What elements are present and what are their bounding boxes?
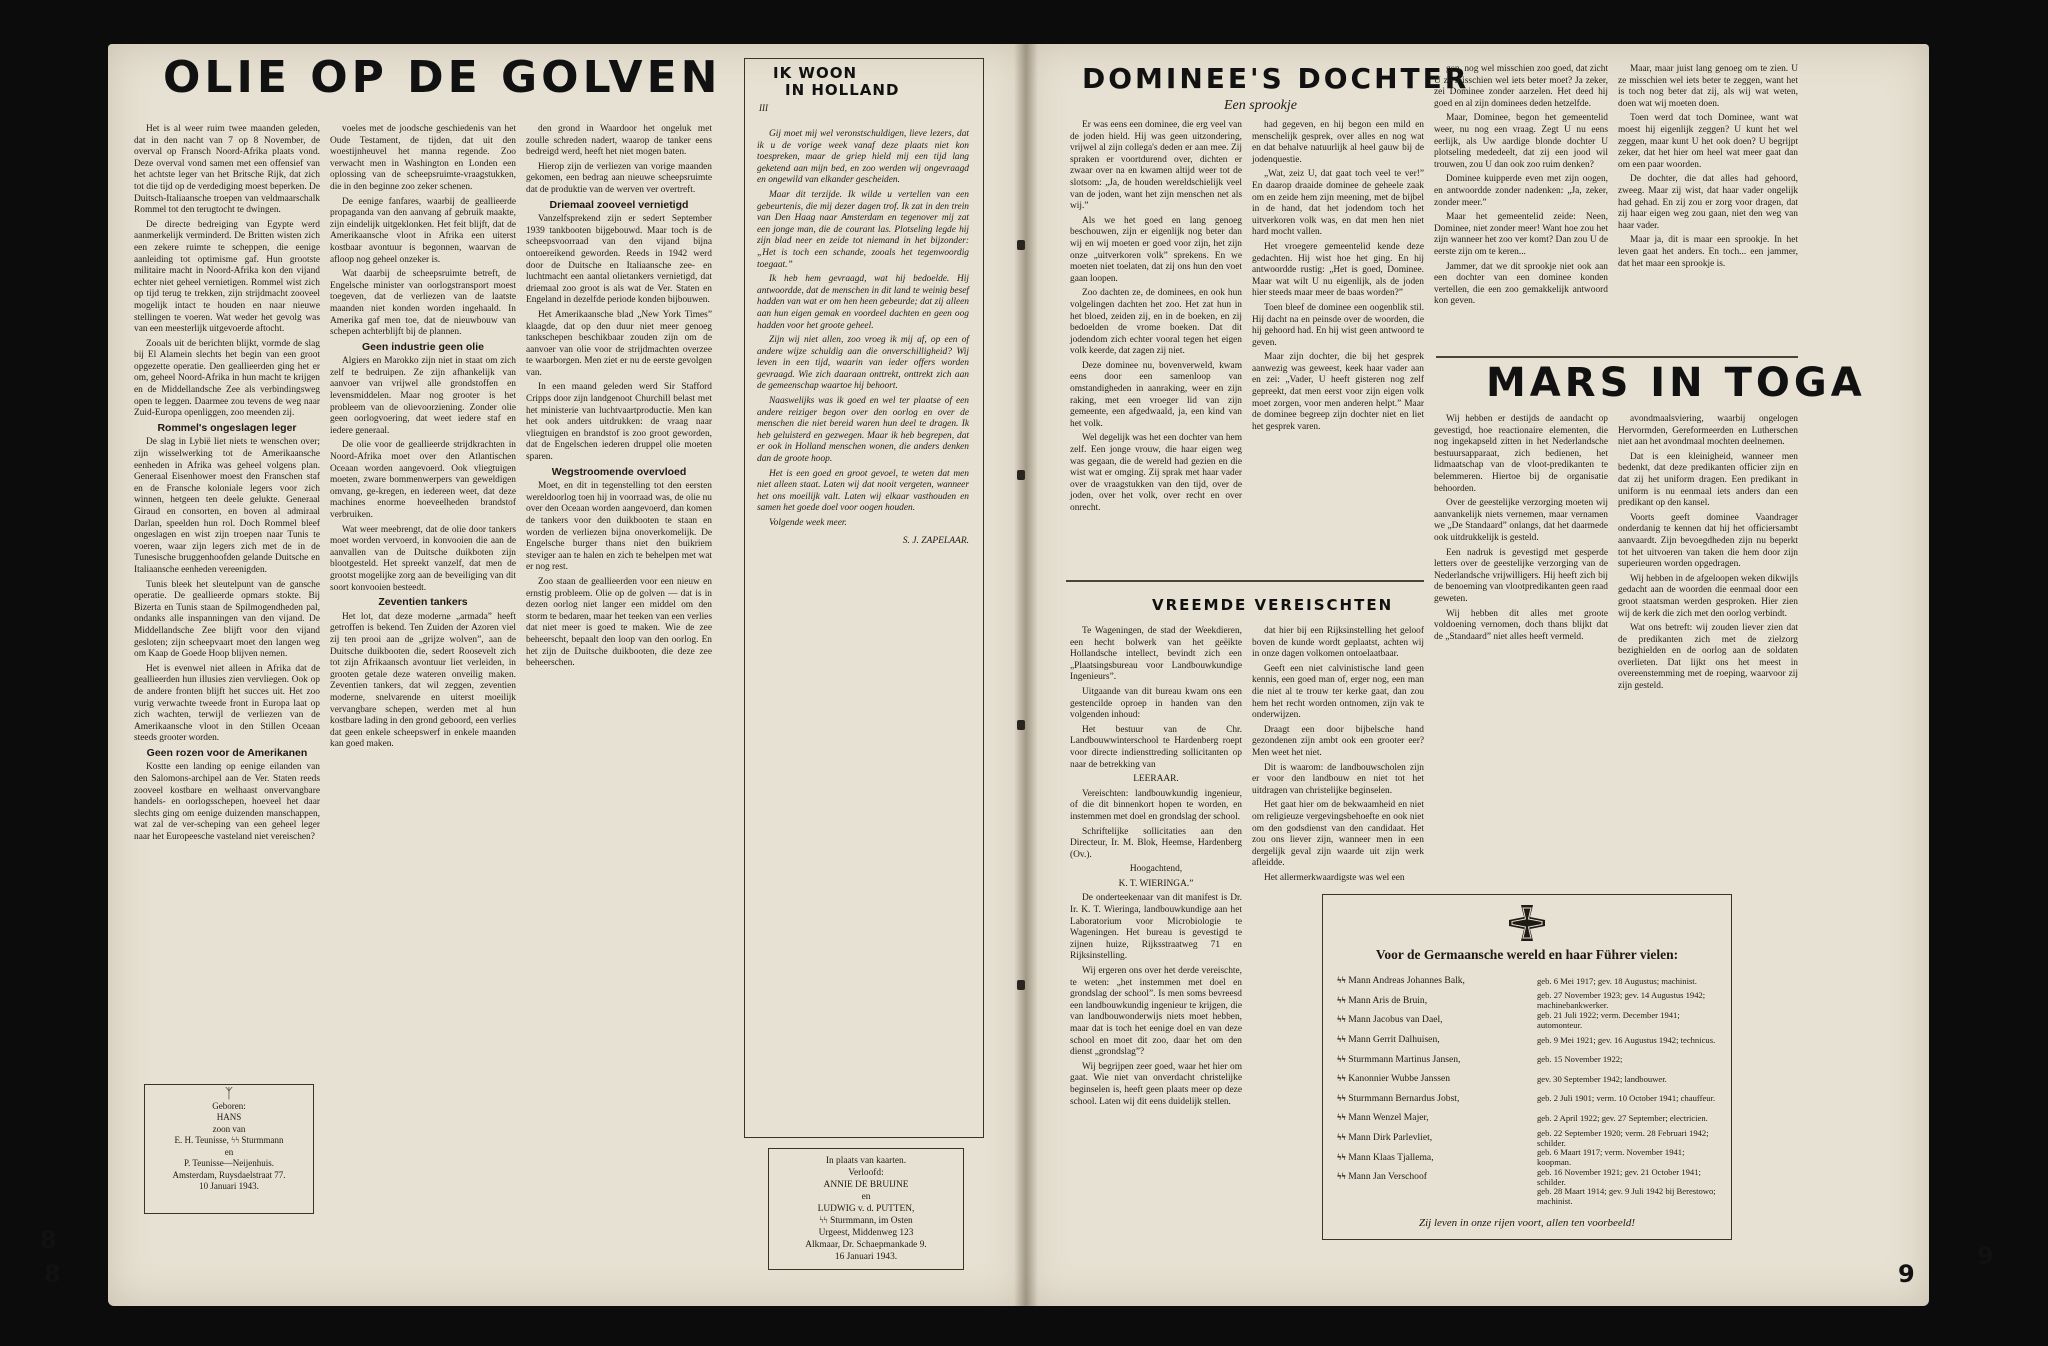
notice-line: Geboren: [212, 1100, 246, 1111]
paragraph: Dominee kuipperde even met zijn oogen, en antwoordde zonder nadenken: „Ja, zeker, zonder meer.” [1434, 174, 1608, 208]
subheading: Zeventien tankers [378, 596, 468, 609]
paragraph: Gij moet mij wel veronstschuldigen, lieve lezers, dat ik u de vorige week vanaf deze plaats niet kon toespreken, maar de griep hield mij een tijd lang geketend aan mijn bed, en zoo werden wij ongevraagd en ongewild van elkander gescheiden. [757, 129, 969, 186]
roll-entry [1337, 1089, 1719, 1109]
dochter-column-1 [1070, 120, 1242, 576]
subheading: Driemaal zooveel vernietigd [549, 198, 689, 211]
paragraph: Naaswelijks was ik goed en wel ter plaatse of een andere reiziger begon over den oorlog en over de menschen die niet bereid waren hun deel te dragen. Ik heb geluisterd en gezwegen. Maar ik heb begrepen, dat er ook in Holland menschen wonen, die anders denken dan de groote hoop. [757, 396, 969, 465]
paragraph: Het allermerkwaardigste was wel een [1264, 872, 1405, 883]
paragraph: Te Wageningen, de stad der Weekdieren, een hecht bolwerk van het geëikte Hollandsche intellect, bevindt zich een „Plaatsingsbureau voor Landbouwkundige Ingenieurs”. [1070, 626, 1242, 683]
paragraph: Zooals uit de berichten blijkt, vormde de slag bij El Alamein slechts het begin van een groot opgezette operatie. Den geallieerden ging het er om, geheel Noord-Afrika in hun macht te krijgen en de Middellandsche Zee als verbindingsweg open te leggen. Daarmee zou tevens de weg naar Zuid-Europa openliggen, zoo meenden zij. [134, 338, 320, 419]
roll-entry [1337, 1049, 1719, 1069]
paragraph: voeles met de joodsche geschiedenis van het Oude Testament, de tijden, dat uit den woestijnheuvel het manna regende. Zoo verwacht men in Washington en Londen een oplossing van de scheepsruimte-vraagstukken, die in den beginne zoo zeker schenen. [330, 124, 516, 192]
paragraph: Draagt een door bijbelsche hand gezondenen zijn ambt ook een grooter eer? Men weet het niet. [1252, 724, 1424, 758]
notice-name: HANS [216, 1112, 242, 1122]
fallen-details: gev. 30 September 1942; landbouwer. [1537, 1073, 1667, 1084]
fallen-details: geb. 6 Maart 1917; verm. November 1941; koopman. [1537, 1147, 1685, 1168]
fallen-details: geb. 16 November 1921; gev. 21 October 1941; schilder. [1537, 1166, 1701, 1187]
birth-notice [144, 1084, 314, 1214]
paragraph: De olie voor de geallieerde strijdkrachten in Noord-Afrika moet over den Atlantischen Oceaan worden aangevoerd. Ook vliegtuigen moeten, zware bommenwerpers van geweldigen omvang, ge-kregen, en iedereen weet, dat deze machines enorme hoeveelheden brandstof verbruiken. [330, 440, 516, 520]
subtitle-een-sprookje: Een sprookje [1224, 98, 1297, 113]
fallen-name: ϟϟ Mann Wenzel Majer, [1337, 1112, 1537, 1123]
paragraph: gen, nog wel misschien zoo goed, dat zicht U ze misschien wel iets beter moet? Ja zeker, zei Dominee zonder aarzelen. Het deed hij goed en al zijn dominees deden hetzelfde. [1434, 64, 1608, 109]
paragraph: Een nadruk is gevestigd met gesperde letters over de geestelijke verzorging van de Nederlandsche vrijwilligers. Hij heeft zich bij de benoeming van vlootpredikanten geen raad geweten. [1434, 547, 1608, 604]
staple [1017, 980, 1025, 990]
fallen-details: geb. 22 September 1920; verm. 28 Februari 1942; schilder. [1537, 1127, 1709, 1148]
notice-line: Verloofd: [848, 1168, 884, 1178]
paragraph: had gegeven, en hij begon een mild en menschelijk gesprek, over alles en nog wat en dat behalve natuurlijk al heel gauw bij de jodenquestie. [1252, 120, 1424, 165]
paragraph: De onderteekenaar van dit manifest is Dr. Ir. K. T. Wieringa, landbouwkundige aan het Laboratorium voor Microbiologie te Wageningen. Het bureau is gevestigd te zijnen huize, Rijksstraatweg 71 en Rijksinstelling. [1070, 893, 1242, 962]
fallen-details: geb. 2 Juli 1901; verm. 10 October 1941; chauffeur. [1537, 1093, 1716, 1104]
vreemde-column-1 [1070, 626, 1242, 1234]
ik-woon-line1: IK WOON [773, 64, 858, 82]
paragraph: Ik heb hem gevraagd, wat hij bedoelde. Hij antwoordde, dat de menschen in dit land te weinig besef hadden van wat er om hen heen gebeurde; dat zij alleen aan hun eigen gemak en voordeel dachten en geen oog hadden voor het groote geheel. [757, 274, 969, 331]
fallen-name: ϟϟ Kanonnier Wubbe Janssen [1337, 1073, 1537, 1084]
paragraph: Kostte een landing op eenige eilanden van den Salomons-archipel aan de Ver. Staten reeds zooveel kostbare en welhaast onvervangbare handels- en oorlogsschepen, hoeveel het daar slechts ging om eenige duizenden manschappen, wat zal de ver-scheping van een geheel leger naar het Europeesche vasteland niet vereischen? [134, 762, 320, 843]
notice-line: 10 Januari 1943. [199, 1181, 259, 1191]
section-divider [1436, 356, 1798, 358]
roll-footer: Zij leven in onze rijen voort, allen ten voorbeeld! [1419, 1217, 1635, 1229]
paragraph: Wel degelijk was het een dochter van hem zelf. Een jonge vrouw, die haar eigen weg was gegaan, die de wereld had gezien en die wist wat er omging. Zij sprak met haar vader over de vraagstukken van den tijd, over de joden, over het volk, over recht en over onrecht. [1070, 433, 1242, 513]
engagement-notice [768, 1148, 964, 1270]
roll-entry [1337, 1030, 1719, 1050]
ik-woon-title [745, 59, 983, 99]
subheading: Geen rozen voor de Amerikanen [146, 746, 308, 759]
roll-entry [1337, 1167, 1719, 1187]
notice-line: en [861, 1192, 871, 1202]
fallen-name: ϟϟ Mann Dirk Parlevliet, [1337, 1132, 1537, 1143]
paragraph: Wij hebben er destijds de aandacht op gevestigd, hoe reactionaire elementen, die nog ingekapseld zitten in het Nederlandsche bestuursapparaat, zich bedienen, het lidmaatschap van de vloot-predikanten te belemmeren. Hiertoe bij de organisatie behoorden. [1434, 414, 1608, 494]
paragraph: Over de geestelijke verzorging moeten wij aanvankelijk niets vernemen, maar vernamen we „De Standaard” onlangs, dat het daarmede ook uitdrukkelijk is gesteld. [1434, 498, 1608, 543]
dochter-column-2 [1252, 120, 1424, 576]
notice-line: zoon van [212, 1123, 246, 1134]
paragraph: Maar, maar juist lang genoeg om te zien. U ze misschien wel iets beter te zeggen, want het is toch nog beter dat zij, als wij wat weten, doen wat wij moeten doen. [1618, 64, 1798, 109]
paragraph: Voorts geeft dominee Vaandrager onderdanig te kennen dat hij het officiersambt aanvaardt. Zijn bevoegdheden zijn nu beperkt tot het uitvoeren van taken die hem door zijn superieuren worden opgedragen. [1618, 512, 1798, 570]
paragraph: Maar ja, dit is maar een sprookje. In het leven gaat het anders. En toch... een jammer, dat het maar een sprookje is. [1618, 235, 1798, 269]
signer: K. T. WIERINGA.” [1118, 878, 1194, 889]
fallen-details: geb. 15 November 1922; [1537, 1054, 1623, 1065]
paragraph: Moet, en dit in tegenstelling tot den eersten wereldoorlog toen hij in voorraad was, de olie nu over den Oceaan worden aangevoerd, dan komen de tankers voor den duikbooten te staan en worden de verliezen bijna onoverkomelijk. De Engelsche burger thans niet den buikriem steviger aan te halen en zich te behelpen met wat er nog rest. [526, 481, 712, 573]
paragraph: avondmaalsviering, waarbij ongelogen Hervormden, Gereformeerden en Lutherschen niet aan het avondmaal mochten deelnemen. [1618, 414, 1798, 448]
fallen-name: ϟϟ Mann Jan Verschoof [1337, 1171, 1537, 1182]
roll-entry [1337, 1108, 1719, 1128]
iron-cross-icon [1507, 903, 1547, 943]
paragraph: Wij begrijpen zeer goed, waar het hier om gaat. Wie niet van onverdacht christelijke beginselen is, heeft geen plaats meer op deze school. Laten wij dit eens duidelijk stellen. [1070, 1061, 1242, 1107]
fallen-name: ϟϟ Sturmmann Martinus Jansen, [1337, 1054, 1537, 1065]
left-page [44, 44, 1026, 1306]
paragraph: Het is een goed en groot gevoel, te weten dat men niet alleen staat. Laten wij dat nooit vergeten, wanneer het ons moeilijk valt. Laten wij elkaar vasthouden en samen het goede doel voor oogen houden. [757, 468, 969, 514]
notice-line: 16 Januari 1943. [834, 1252, 898, 1262]
paragraph: Er was eens een dominee, die erg veel van de joden hield. Hij was geen uitzondering, vrijwel al zijn collega's deden er aan mee. Zij spraken er voortdurend over, dichten er zwaar over na en kwamen altijd weer tot de slotsom: „Ja, de houden wereldschielijk veel van de joden, want het zijn menschen net als wij.” [1070, 120, 1242, 212]
fallen-details: geb. 27 November 1923; gev. 14 Augustus 1942; machinebankwerker. [1537, 990, 1706, 1011]
dochter-column-4 [1618, 64, 1798, 354]
subheading: Geen industrie geen olie [362, 340, 484, 353]
job-title: LEERAAR. [1133, 774, 1179, 785]
paragraph: De directe bedreiging van Egypte werd aanmerkelijk verminderd. De Britten wisten zich een zekere ruimte te scheppen, die eenige aanleiding tot optimisme gaf. Hun grootste militaire macht in Noord-Afrika kon den vijand echter niet geheel vernietigen. Rommel wist zich op tijd terug te trekken, zijn strijdmacht zooveel mogelijk intact te houden en naar nieuwe stellingen te voeren. Wat weder het gevolg was van een meesterlijk uitgevoerde aftocht. [134, 219, 320, 335]
paragraph: Volgende week meer. [769, 518, 847, 528]
paragraph: Vereischten: landbouwkundig ingenieur, of die dit binnenkort hopen te worden, en instemmen met doel en grondslag der school. [1070, 788, 1242, 822]
paragraph: Dat is een kleinigheid, wanneer men bedenkt, dat deze predikanten officier zijn en dat zij het uniform dragen. Een predikant in uniform is nu eenmaal iets anders dan een predikant op den kansel. [1618, 451, 1798, 509]
roll-of-honour [1322, 894, 1732, 1240]
fallen-name: ϟϟ Sturmmann Bernardus Jobst, [1337, 1093, 1537, 1104]
headline-mars-in-toga: MARS IN TOGA [1486, 360, 1866, 406]
staple [1017, 240, 1025, 250]
paragraph: Het vroegere gemeentelid kende deze gedachten. Hij wist hoe het ging. En hij antwoordde rustig: „Het is goed, Dominee. Maar wat wilt U nu eigenlijk, als de joden hier steeds maar meer de baas worden?” [1252, 241, 1424, 299]
paragraph: Als we het goed en lang genoeg beschouwen, zijn er eigenlijk nog beter dan wij en wij moeten er goed voor zijn, het zijn onze „uitverkoren volk” sprekens. En we moeten niet toelaten, dat zij ons hun den voet gaan loopen. [1070, 215, 1242, 284]
headline-olie-op-de-golven: OLIE OP DE GOLVEN [163, 52, 722, 103]
paragraph: Schriftelijke sollicitaties aan den Directeur, Ir. M. Blok, Heemse, Hardenberg (Ov.). [1070, 826, 1242, 860]
paragraph: Hierop zijn de verliezen van vorige maanden gekomen, een bedrag aan nieuwe scheepsruimte dat de produktie van de werven ver overtreft. [526, 161, 712, 195]
paragraph: Toen bleef de dominee een oogenblik stil. Hij dacht na en peinsde over de woorden, die hij gehoord had. En hij wist geen antwoord te geven. [1252, 302, 1424, 348]
paragraph: Wat weer meebrengt, dat de olie door tankers moet worden vervoerd, in konvooien die aan de aanvallen van de Duitsche duikboten zijn blootgesteld. Het spreekt vanzelf, dat men de grootst mogelijke zorg aan de beveiliging van dit soort konvooien besteedt. [330, 524, 516, 593]
roll-title: Voor de Germaansche wereld en haar Führer vielen: [1375, 947, 1679, 962]
section-divider [1066, 580, 1424, 582]
paragraph: Wij ergeren ons over het derde vereischte, te weten: „het instemmen met doel en grondslag der school”. Is men soms bevreesd een landbouwkundig ingenieur te krijgen, die van landbouwonderwijs niets moet hebben, maar dat is toch het eenige doel en van deze school en moet dit zoo, daar het om den dienst „grondslag”? [1070, 966, 1242, 1058]
page-gutter [1014, 44, 1038, 1306]
paragraph: Het bestuur van de Chr. Landbouwwinterschool te Hardenberg roept voor directe indiensttreding sollicitanten op naar de betrekking van [1070, 724, 1242, 770]
paragraph: Wat daarbij de scheepsruimte betreft, de Engelsche minister van oorlogstransport moest toegeven, dat de verliezen van de laatste maanden niet konden worden ingehaald. In Amerika gaf men toe, dat de nieuwbouw van schepen achterblijft bij de plannen. [330, 269, 516, 338]
paragraph: Dit is waarom: de landbouwscholen zijn er voor den landbouw en niet tot het uitdragen van christelijke beginselen. [1252, 762, 1424, 796]
ik-woon-in-holland-box [744, 58, 984, 1138]
fallen-name: ϟϟ Mann Jacobus van Dael, [1337, 1014, 1537, 1025]
paragraph: Het lot, dat deze moderne „armada” heeft getroffen is bekend. Ten Zuiden der Azoren viel zij ten prooi aan de „grijze wolven”, aan de Duitsche duikbooten die, sedert Roosevelt zich tot zijn Afrikaansch avontuur liet verleiden, in grooten getale deze wateren onveilig maken. Zeventien tankers, dat wil zeggen, zeventien moderne, snelvarende en uiterst moeilijk vervangbare schepen, werden met al hun kostbare lading in den grond geboord, een verlies dat geen enkele scheepswerf in enkele maanden kan goed maken. [330, 611, 516, 750]
page-number-left: 8 [44, 1260, 61, 1288]
page-number-right-outer: 9 [1977, 1242, 1994, 1270]
paragraph: Het is evenwel niet alleen in Afrika dat de geallieerden hun illusies zien vervliegen. Ook op de andere fronten blijft het succes uit. Het zoo vurig verwachte tweede front in Europa laat op zich wachten, terwijl de verliezen van de Amerikaansche vloot in den Stillen Oceaan steeds grooter worden. [134, 663, 320, 744]
greeting: Hoogachtend, [1129, 864, 1183, 875]
page-number-right: 9 [1898, 1260, 1915, 1288]
article-column-1 [134, 124, 320, 1074]
mars-column-1 [1434, 414, 1608, 884]
fallen-name: ϟϟ Mann Andreas Johannes Balk, [1337, 975, 1537, 986]
roll-entry [1337, 1147, 1719, 1167]
paragraph: Jammer, dat we dit sprookje niet ook aan een dochter van een dominee konden vertellen, die een zoo gemakkelijk antwoord kon geven. [1434, 261, 1608, 307]
paragraph: Maar zijn dochter, die bij het gesprek aanwezig was geweest, keek haar vader aan en zei: „Vader, U heeft gisteren nog zelf gepreekt, dat men eerst voor zijn eigen volk moet zorgen, voor men anderen helpt.” Maar de dominee begreep zijn dochter niet en liet het gesprek varen. [1252, 352, 1424, 432]
notice-line: Alkmaar, Dr. Schaepmankade 9. [805, 1240, 927, 1250]
paragraph: Zijn wij niet allen, zoo vroeg ik mij af, op een of andere wijze schuldig aan die onverschilligheid? Wij leven in een tijd, waarin van ieder offers worden gevraagd. Wie zich daaraan onttrekt, onttrekt zich aan de gemeenschap waartoe hij behoort. [757, 335, 969, 392]
roll-entries [1337, 971, 1719, 1206]
fallen-name: ϟϟ Mann Gerrit Dalhuisen, [1337, 1034, 1537, 1045]
fallen-details: geb. 28 Maart 1914; gev. 9 Juli 1942 bij Berestowo; machinist. [1537, 1186, 1716, 1207]
roll-entry [1337, 971, 1719, 991]
ik-woon-line2: IN HOLLAND [785, 81, 900, 99]
author-signature: S. J. ZAPELAAR. [902, 535, 969, 546]
staple [1017, 720, 1025, 730]
dochter-column-3 [1434, 64, 1608, 354]
paragraph: Zoo staan de geallieerden voor een nieuw en ernstig probleem. Olie op de golven — dat is in dezen oorlog niet langer een middel om den storm te bedaren, maar het teeken van een verlies dat niet meer is goed te maken. Wie de zee beheerscht, bepaalt den loop van den oorlog. En het zijn de Duitsche duikbooten, die deze zee beheerschen. [526, 576, 712, 669]
subheading: Rommel's ongeslagen leger [157, 421, 297, 434]
notice-line: Urgeest, Middenweg 123 [818, 1228, 914, 1238]
roll-entry [1337, 1187, 1719, 1207]
article-column-3 [526, 124, 712, 1234]
paragraph: Maar dit terzijde. Ik wilde u vertellen van een gebeurtenis, die mij dezer dagen trof. Ik zat in den trein van Den Haag naar Amsterdam en tegenover mij zat een jonge man, die de courant las. Plotseling legde hij zijn blad neer en zeide tot niemand in het bijzonder: „Het is toch een schande, zooals het tegenwoordig toegaat.” [757, 189, 969, 270]
right-page [1026, 44, 1929, 1306]
paragraph: Algiers en Marokko zijn niet in staat om zich zelf te bedruipen. Ze zijn afhankelijk van aanvoer van vrijwel alle grondstoffen en levensmiddelen. Maar nog grooter is het probleem van de olievoorziening. Zonder olie geen oorlogvoering, dat weet iedere staf en iedere generaal. [330, 356, 516, 436]
paragraph: Deze dominee nu, bovenverweld, kwam eens door een samenloop van omstandigheden in aanraking, weer en zijn raking, met een vroeger lid van zijn gemeente, een afgedwaald, ja, een kind van het volk. [1070, 360, 1242, 429]
ik-woon-text [757, 129, 969, 1119]
paragraph: Wij hebben dit alles met groote voldoening vernomen, doch thans blijkt dat de „Standaard” niet alles heeft vermeld. [1434, 608, 1608, 642]
paragraph: In een maand geleden werd Sir Stafford Cripps door zijn landgenoot Churchill belast met het ministerie van luchtvaartproductie. Men kan het ook anders uitdrukken: de vraag naar vliegtuigen en brandstof is zoo groot geworden, dat de Engelschen iederen druppel olie moeten sparen. [526, 382, 712, 463]
notice-line: Amsterdam, Ruysdaelstraat 77. [172, 1169, 286, 1180]
notice-line: en [224, 1146, 234, 1157]
notice-name: ANNIE DE BRUIJNE [823, 1180, 909, 1190]
notice-name: LUDWIG v. d. PUTTEN, [817, 1204, 915, 1214]
notice-line: P. Teunisse—Neijenhuis. [184, 1158, 274, 1168]
roll-entry [1337, 1069, 1719, 1089]
notice-line: ϟϟ Sturmmann, im Osten [819, 1216, 913, 1226]
fallen-details: geb. 6 Mei 1917; gev. 18 Augustus; machinist. [1537, 975, 1697, 986]
subheading: Wegstroomende overvloed [551, 465, 687, 478]
roll-entry [1337, 991, 1719, 1011]
paragraph: Wij hebben in de afgeloopen weken dikwijls gedacht aan de woorden die eenmaal door een groot staatsman werden gesproken. Hier zien wij de kerk die zich met den oorlog verbindt. [1618, 573, 1798, 619]
notice-line: E. H. Teunisse, ϟϟ Sturmmann [174, 1135, 284, 1145]
paragraph: Vanzelfsprekend zijn er sedert September 1939 tankbooten bijgebouwd. Maar toch is de scheepsvoorraad van den vijand bijna ontoereikend geworden. Reeds in 1942 werd door de Duitsche en Italiaansche zee- en luchtmacht een aantal olietankers vernietigd, dat driemaal zoo groot is als wat de Ver. Staten en Engeland in dezelfde periode konden bijbouwen. [526, 214, 712, 306]
fallen-name: ϟϟ Mann Klaas Tjallema, [1337, 1152, 1537, 1163]
paragraph: Uitgaande van dit bureau kwam ons een gestencilde oproep in handen van den volgenden inhoud: [1070, 686, 1242, 721]
fallen-details: geb. 9 Mei 1921; gev. 16 Augustus 1942; technicus. [1537, 1034, 1716, 1045]
paragraph: dat hier bij een Rijksinstelling het geloof boven de kunde wordt geplaatst, achten wij in onze dagen volkomen ontoelaatbaar. [1252, 626, 1424, 660]
installment-numeral: III [759, 103, 768, 113]
page-number-left-outer: 8 [40, 1226, 57, 1254]
paragraph: De slag in Lybië liet niets te wenschen over; zijn wisselwerking tot de Amerikaansche eenheden in Afrika was geheel volgens plan. Generaal Eisenhower moest den Franschen staf en de Fransche koloniale legers voor zich winnen, hetgeen ten deele gelukte. Generaal Giraud en consorten, en boven al admiraal Darlan, speelden hun rol. Doch Rommel bleef ongeslagen en wist zijn troepen naar Tunis te voeren, waar zijn legers zich met de in de Tunesische bruggenhoofden gelande Duitsche en Italiaansche eenheden vereenigden. [134, 437, 320, 575]
article-column-2 [330, 124, 516, 1234]
paragraph: Maar het gemeentelid zeide: Neen, Dominee, niet zonder meer! Want hoe zou het zijn wanneer het zoo ver komt? Dan zou U de eerste zijn om te keren... [1434, 212, 1608, 257]
headline-dominees-dochter: DOMINEE'S DOCHTER [1082, 62, 1470, 95]
paragraph: den grond in Waardoor het ongeluk met zoulle schreden nadert, waarop de tanker eens bedreigd werd, heeft het niet mogen baten. [526, 124, 712, 158]
notice-line: In plaats van kaarten. [825, 1156, 907, 1166]
paragraph: Het is al weer ruim twee maanden geleden, dat in den nacht van 7 op 8 November, de overval op Fransch Noord-Afrika plaats vond. Deze overval vond samen met een offensief van het achtste leger van het Britsche Rijk, dat zich tot die tijd op de verdediging moest beperken. De Duitsch-Italiaansche troepen van veldmaarschalk Rommel tot den terugtocht te dwingen. [134, 124, 320, 216]
headline-vreemde-vereischten: VREEMDE VEREISCHTEN [1152, 596, 1394, 614]
paragraph: De eenige fanfares, waarbij de geallieerde propaganda van den aanvang af gebruik maakte, zijn eindelijk uitgeklonken. Het feit blijft, dat de Amerikaansche vloot in Afrika een uiterst kostbaar avontuur is begonnen, waarvan de afloop nog geheel onzeker is. [330, 196, 516, 265]
fallen-name: ϟϟ Mann Aris de Bruin, [1337, 995, 1537, 1006]
paragraph: Toen werd dat toch Dominee, want wat moest hij eigenlijk zeggen? U kunt het wel zeggen, maar kunt U het ook doen? U begrijpt zeker, dat het hier om heel wat meer gaat dan om een paar woorden. [1618, 113, 1798, 170]
fallen-details: geb. 21 Juli 1922; verm. December 1941; automonteur. [1537, 1009, 1680, 1030]
paragraph: Het gaat hier om de bekwaamheid en niet om religieuze vergevingsbehoefte en ook niet om den godsdienst van den candidaat. Het zou ons liever zijn, wanneer men in een dergelijk geval zijn waarde uit zijn werk afleidde. [1252, 800, 1424, 869]
roll-entry [1337, 1010, 1719, 1030]
paragraph: De dochter, die dat alles had gehoord, zweeg. Maar zij wist, dat haar vader ongelijk had gehad. En zij zou er zorg voor dragen, dat zij haar eigen weg zou gaan, niet den weg van haar vader. [1618, 174, 1798, 231]
paragraph: Het Amerikaansche blad „New York Times” klaagde, dat op den duur niet meer genoeg tankschepen beschikbaar zouden zijn om de aanvoer van olie voor de strijdmachten overzee te waarborgen. Men ziet er nu de eerste gevolgen van. [526, 309, 712, 378]
paragraph: Geeft een niet calvinistische land geen kennis, een goed man of, erger nog, een man die niet al te trouw ter kerke gaat, dan zou hem het recht worden ontnomen, zijn vak te onderwijzen. [1252, 663, 1424, 721]
paragraph: Maar, Dominee, begon het gemeentelid weer, nu nog een vraag. Zegt U nu eens eerlijk, als Uw aardige blonde dochter U plotseling mededeelt, dat zij een jood wil trouwen, zou U dan ook zoo ruim denken? [1434, 113, 1608, 170]
life-rune-icon: ᛉ [224, 1087, 234, 1102]
staple [1017, 470, 1025, 480]
paragraph: „Wat, zeiz U, dat gaat toch veel te ver!” En daarop draaide dominee de geheele zaak om en zeide hem zijn meening, met de bijbel in de hand, dat het jodendom toch het uitverkoren volk was, en dat men hen niet hard mocht vallen. [1252, 169, 1424, 238]
paragraph: Tunis bleek het sleutelpunt van de gansche operatie. De geallieerde opmars stokte. Bij Bizerta en Tunis staan de Spilmogendheden pal, ondanks alle inspanningen van den vijand. De Middellandsche Zee blijft voor den vijand gesloten; zijn scheepvaart moet den langen weg om Kaap de Goede Hoop blijven nemen. [134, 579, 320, 660]
roll-entry [1337, 1128, 1719, 1148]
paragraph: Wat ons betreft: wij zouden liever zien dat de predikanten zich met de zielzorg bezighielden en de oorlog aan de soldaten overlieten. Dat lijkt ons het meest in overeenstemming met de roeping, waarvoor zij zijn gesteld. [1618, 623, 1798, 692]
vreemde-column-2 [1252, 626, 1424, 883]
paragraph: Zoo dachten ze, de dominees, en ook hun volgelingen dachten het zoo. Het zat hun in het bloed, zeiden zij, en in de boeken, en zij bedoelden de vrome boeken. Dat dit jodendom zich echter vooral tegen het eigen volk keerde, dat zagen zij niet. [1070, 288, 1242, 357]
fallen-details: geb. 2 April 1922; gev. 27 September; electricien. [1537, 1112, 1708, 1123]
